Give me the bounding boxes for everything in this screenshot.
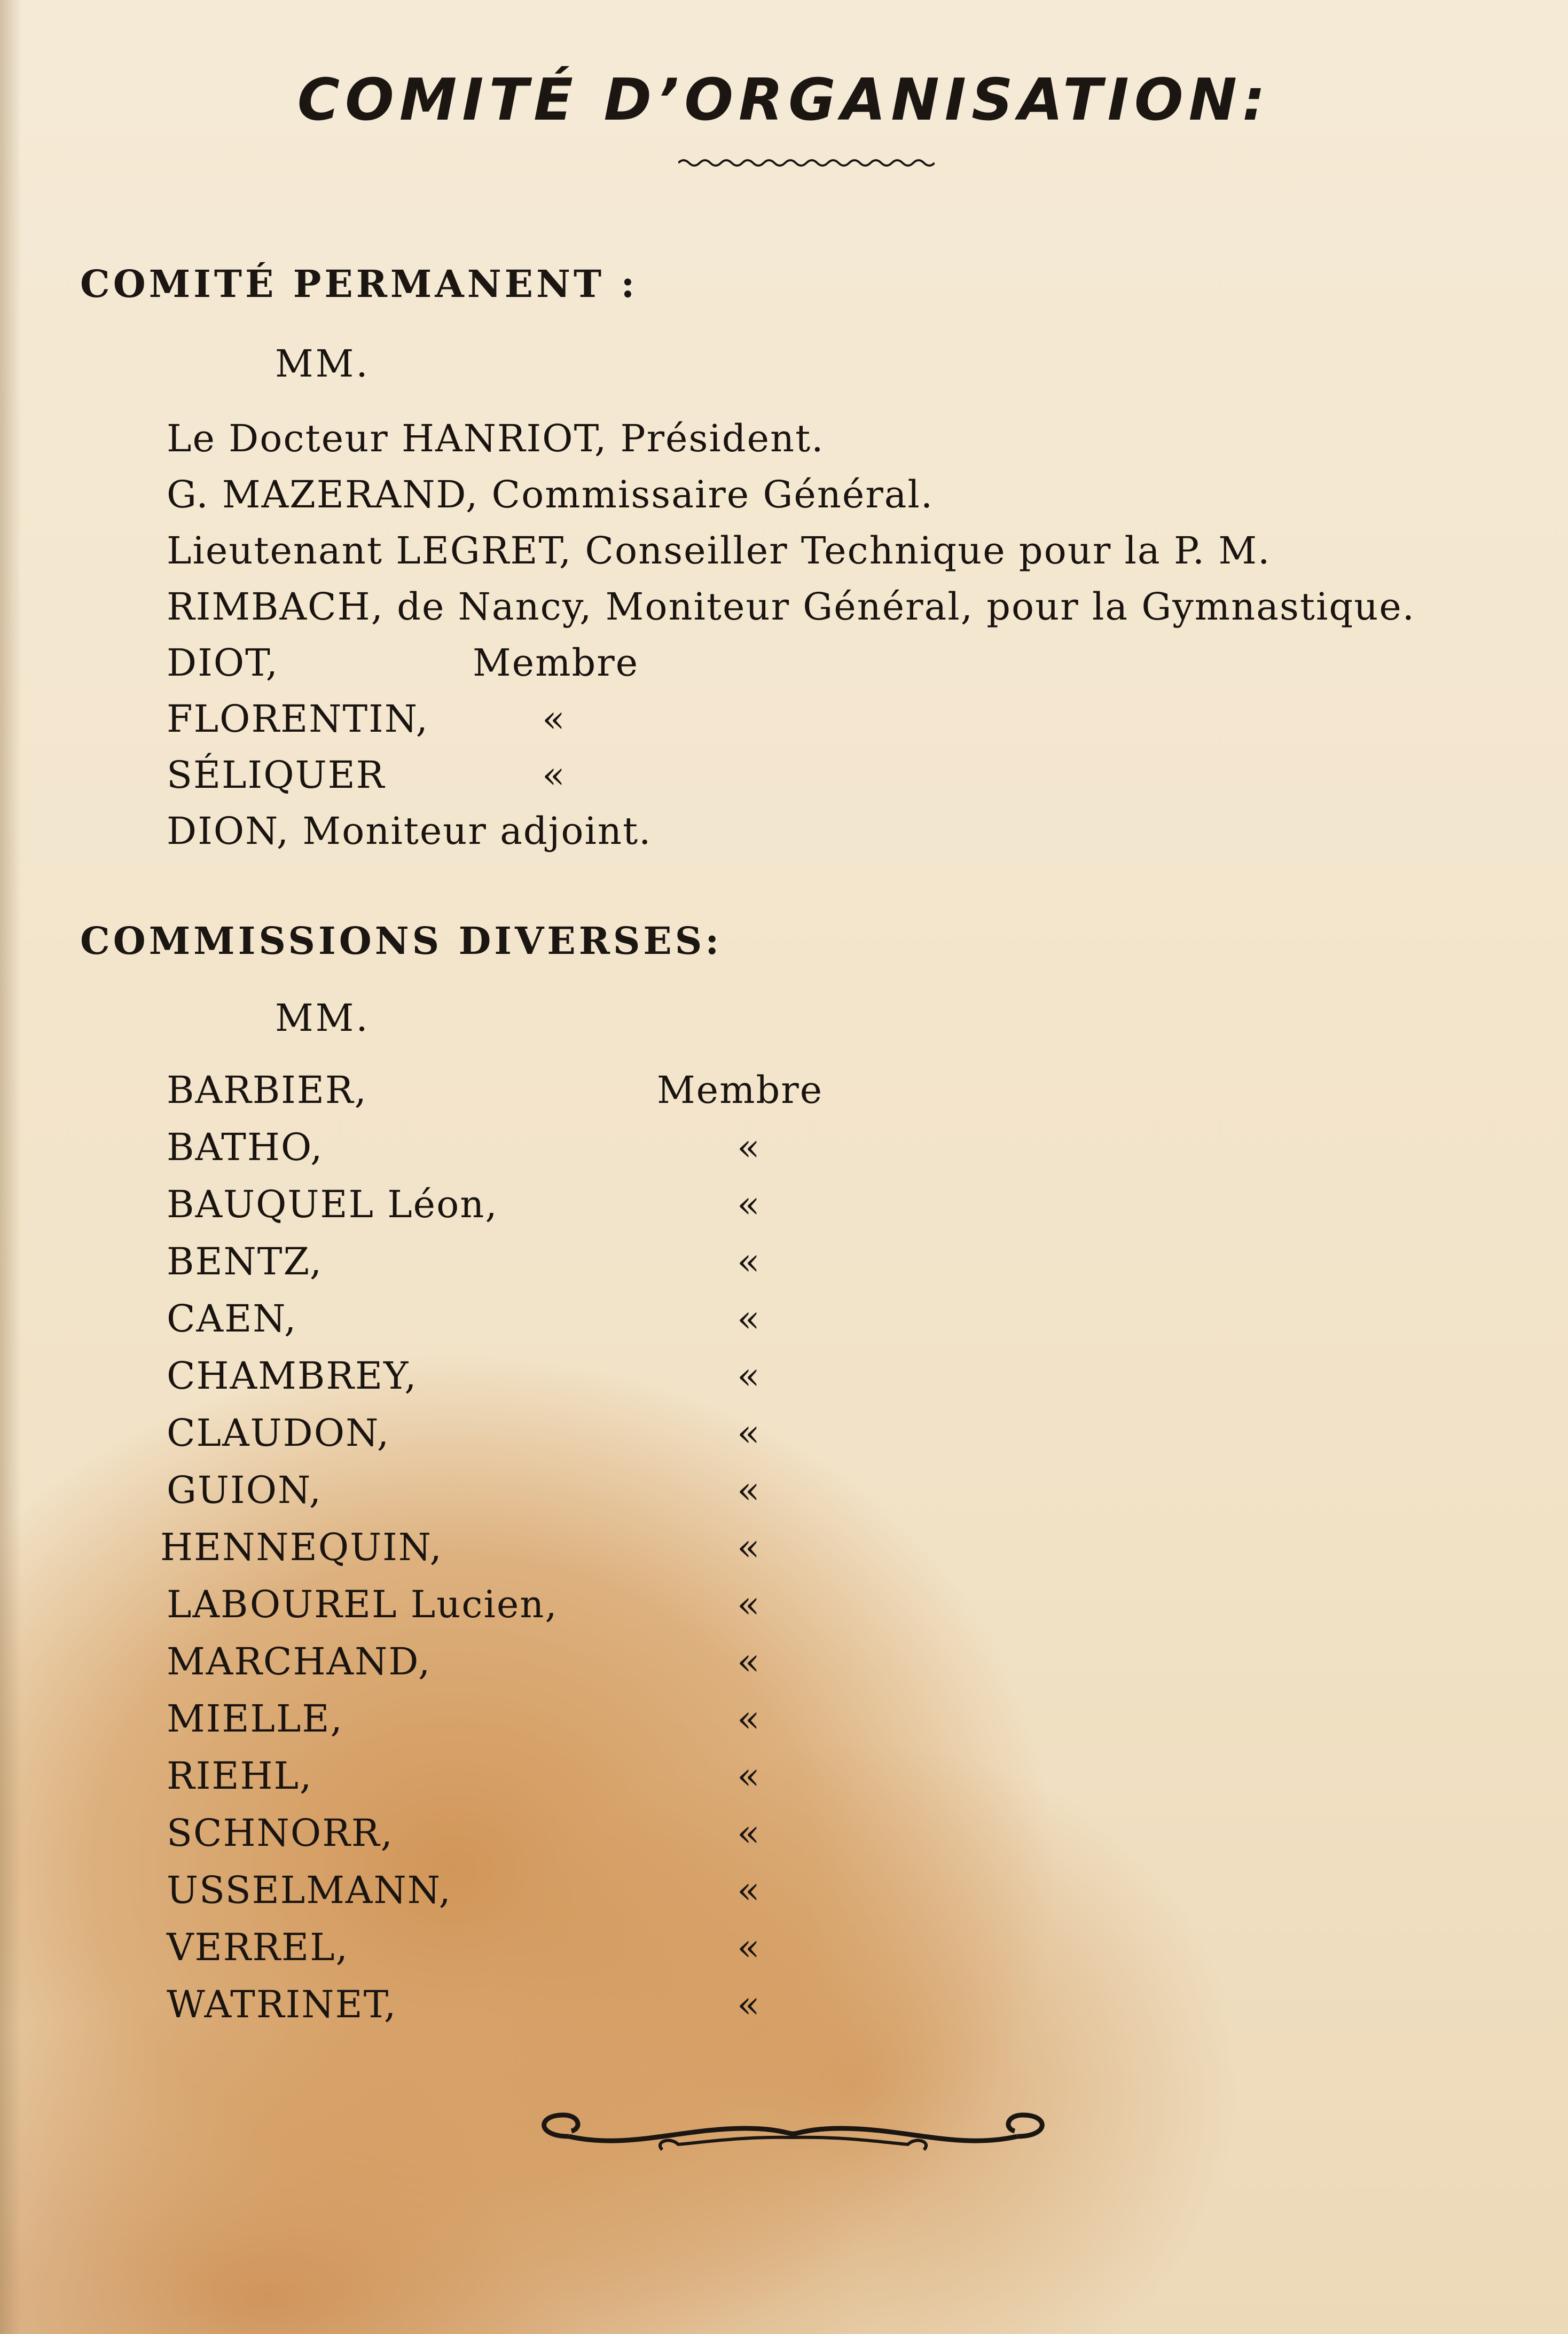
bottom-flourish-ornament (531, 2104, 1055, 2163)
page-title: COMITÉ D’ORGANISATION: (297, 67, 1271, 134)
commission-member-role: « (737, 1868, 761, 1912)
commission-member-role: « (737, 1983, 761, 2026)
section-heading-commissions: COMMISSIONS DIVERSES: (80, 919, 723, 963)
commission-member-name: VERREL, (167, 1925, 349, 1969)
permanent-line: Le Docteur HANRIOT, Président. (167, 417, 825, 460)
commission-member-name: CHAMBREY, (167, 1354, 418, 1398)
commission-member-role: Membre (657, 1068, 824, 1112)
commission-member-name: MIELLE, (167, 1697, 343, 1741)
commission-member-role: « (737, 1583, 761, 1626)
commission-member-role: « (737, 1182, 761, 1226)
commission-member-role: « (737, 1125, 761, 1169)
permanent-member-role: « (542, 753, 566, 797)
permanent-line: RIMBACH, de Nancy, Moniteur Général, pour la Gymnastique. (167, 585, 1416, 629)
commission-member-role: « (737, 1697, 761, 1741)
commission-member-name: GUION, (167, 1468, 322, 1512)
permanent-member-name: SÉLIQUER (167, 753, 386, 797)
commission-member-role: « (737, 1925, 761, 1969)
paper-edge-shadow (0, 0, 21, 2334)
permanent-line: DION, Moniteur adjoint. (167, 809, 652, 853)
permanent-member-name: DIOT, (167, 641, 279, 685)
commission-member-name: LABOUREL Lucien, (167, 1583, 558, 1626)
commission-member-name: CLAUDON, (167, 1411, 390, 1455)
commission-member-name: HENNEQUIN, (160, 1525, 443, 1569)
commission-member-role: « (737, 1640, 761, 1683)
commission-member-name: SCHNORR, (167, 1811, 394, 1855)
salutation-permanent: MM. (275, 342, 370, 386)
permanent-member-role: Membre (473, 641, 639, 685)
permanent-line: Lieutenant LEGRET, Conseiller Technique pour la P. M. (167, 529, 1271, 573)
commission-member-name: RIEHL, (167, 1754, 313, 1798)
commission-member-name: BAUQUEL Léon, (167, 1182, 498, 1226)
commission-member-role: « (737, 1525, 761, 1569)
commission-member-role: « (737, 1411, 761, 1455)
commission-member-name: BENTZ, (167, 1240, 323, 1283)
permanent-member-role: « (542, 697, 566, 741)
commission-member-role: « (737, 1297, 761, 1341)
commission-member-role: « (737, 1354, 761, 1398)
commission-member-name: MARCHAND, (167, 1640, 432, 1683)
permanent-member-name: FLORENTIN, (167, 697, 429, 741)
commission-member-role: « (737, 1811, 761, 1855)
section-heading-permanent: COMITÉ PERMANENT : (80, 262, 638, 306)
title-underline-ornament (678, 155, 935, 171)
commission-member-role: « (737, 1754, 761, 1798)
commission-member-role: « (737, 1240, 761, 1283)
commission-member-name: CAEN, (167, 1297, 297, 1341)
commission-member-name: BARBIER, (167, 1068, 367, 1112)
permanent-line: G. MAZERAND, Commissaire Général. (167, 473, 934, 516)
commission-member-name: WATRINET, (167, 1983, 397, 2026)
commission-member-name: USSELMANN, (167, 1868, 452, 1912)
salutation-commissions: MM. (275, 996, 370, 1040)
commission-member-name: BATHO, (167, 1125, 324, 1169)
commission-member-role: « (737, 1468, 761, 1512)
